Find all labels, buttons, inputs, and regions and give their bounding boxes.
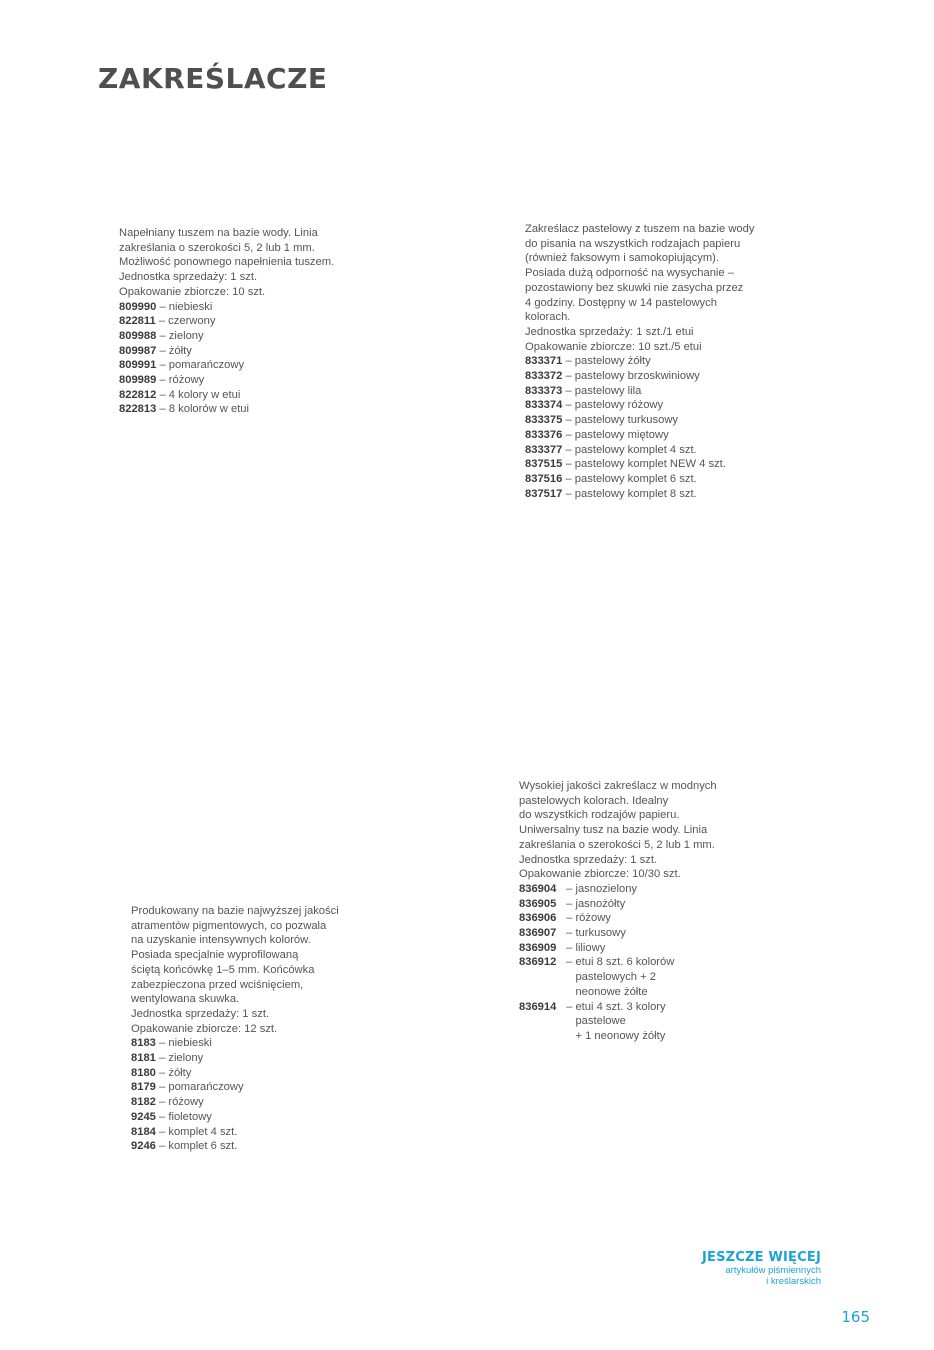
product-code: 836907 — [519, 927, 557, 940]
product-code: 836905 — [519, 897, 557, 910]
product-description: Produkowany na bazie najwyższej jakości atramentów pigmentowych, co pozwala na uzyskanie intensywnych kolorów. Posiada specjalnie wyprofilowaną ściętą końcówkę 1–5 mm. Końcówka zabezpieczona przed wciśnięciem, wentylowana skuwka. Jednostka sprzedaży: 1 szt. Opakowanie zbiorcze: 12 szt. — [131, 905, 339, 1035]
product-code-item: 8179 – pomarańczowy — [131, 1081, 244, 1094]
product-code-item: 833376 – pastelowy miętowy — [525, 428, 669, 441]
product-block-pastel — [525, 222, 785, 501]
product-code: 809990 — [119, 300, 157, 313]
product-block-refillable — [119, 226, 379, 417]
product-code: 833372 — [525, 370, 563, 383]
product-code-item: 837515 – pastelowy komplet NEW 4 szt. — [525, 458, 726, 471]
product-variant-label: komplet 6 szt. — [168, 1140, 238, 1153]
product-code-list — [519, 882, 749, 1044]
more-title: JESZCZE WIĘCEJ — [702, 1250, 821, 1265]
product-code: 837515 — [525, 458, 563, 471]
product-code: 8184 — [131, 1125, 156, 1138]
product-variant-label: 4 kolory w etui — [168, 388, 241, 401]
product-code-list — [525, 354, 785, 501]
product-code: 836906 — [519, 912, 557, 925]
product-variant-label: turkusowy — [575, 927, 626, 940]
product-code-item: 837516 – pastelowy komplet 6 szt. — [525, 472, 697, 485]
product-variant-label: 8 kolorów w etui — [168, 403, 250, 416]
product-block-pastel-premium — [519, 779, 749, 1044]
product-variant-label: liliowy — [575, 941, 606, 954]
product-code-item: 809991 – pomarańczowy — [119, 359, 245, 372]
product-variant-label: pastelowy miętowy — [574, 428, 669, 441]
product-variant-label: żółty — [168, 1066, 192, 1079]
product-variant-label: pastelowy lila — [574, 384, 642, 397]
product-variant-label: fioletowy — [168, 1110, 212, 1123]
product-description: Napełniany tuszem na bazie wody. Linia zakreślania o szerokości 5, 2 lub 1 mm. Możliwość ponownego napełnienia tuszem. Jednostka sprzedaży: 1 szt. Opakowanie zbiorcze: 10 szt. — [119, 227, 335, 298]
more-products-callout — [702, 1250, 821, 1287]
product-code: 833375 — [525, 414, 563, 427]
product-variant-label: różowy — [168, 1096, 204, 1109]
product-variant-label: pomarańczowy — [168, 1081, 244, 1094]
product-variant-label: pastelowy brzoskwiniowy — [574, 370, 700, 383]
product-variant-label: niebieski — [168, 300, 213, 313]
product-code: 8180 — [131, 1066, 156, 1079]
product-variant-label: jasnożółty — [575, 897, 626, 910]
product-code-item: 833371 – pastelowy żółty — [525, 355, 651, 368]
product-code-item: 809989 – różowy — [119, 374, 205, 387]
product-code: 837516 — [525, 472, 563, 485]
product-code: 8182 — [131, 1096, 156, 1109]
product-variant-label: etui 4 szt. 3 kolory pastelowe + 1 neonowy żółty — [575, 1000, 666, 1042]
product-variant-label: pomarańczowy — [168, 359, 245, 372]
product-code-item: 822813 – 8 kolorów w etui — [119, 403, 250, 416]
product-code: 9246 — [131, 1140, 156, 1153]
product-code: 822813 — [119, 403, 157, 416]
product-variant-label: etui 8 szt. 6 kolorów pastelowych + 2 neonowe żółte — [575, 956, 675, 998]
product-variant-label: pastelowy różowy — [574, 399, 664, 412]
product-code: 836904 — [519, 882, 557, 895]
product-code: 833371 — [525, 355, 563, 368]
product-code-item: 833372 – pastelowy brzoskwiniowy — [525, 370, 700, 383]
product-code-item: 8183 – niebieski — [131, 1037, 212, 1050]
product-variant-label: zielony — [168, 1052, 204, 1065]
product-code: 9245 — [131, 1110, 156, 1123]
product-code-item: 836909 – liliowy — [519, 941, 606, 954]
product-variant-label: różowy — [168, 374, 205, 387]
product-variant-label: czerwony — [168, 315, 216, 328]
product-code-item: 833375 – pastelowy turkusowy — [525, 414, 679, 427]
product-code: 809991 — [119, 359, 157, 372]
product-code: 8181 — [131, 1052, 156, 1065]
product-code-item: 837517 – pastelowy komplet 8 szt. — [525, 487, 697, 500]
product-code-item: 8180 – żółty — [131, 1066, 192, 1079]
more-subtitle: artykułów piśmiennych i kreślarskich — [725, 1265, 821, 1287]
product-code: 809988 — [119, 329, 157, 342]
product-code: 833373 — [525, 384, 563, 397]
product-code-list — [131, 1036, 371, 1154]
product-code-item: 836912 – etui 8 szt. 6 kolorów pastelowych + 2 neonowe żółte — [519, 956, 675, 998]
product-variant-label: pastelowy komplet NEW 4 szt. — [574, 458, 726, 471]
product-code-item: 8184 – komplet 4 szt. — [131, 1125, 238, 1138]
product-code: 833374 — [525, 399, 563, 412]
product-variant-label: różowy — [575, 912, 611, 925]
product-code: 833376 — [525, 428, 563, 441]
product-code-item: 836906 – różowy — [519, 912, 611, 925]
product-code: 8179 — [131, 1081, 156, 1094]
product-code: 837517 — [525, 487, 563, 500]
product-code-item: 822811 – czerwony — [119, 315, 216, 328]
product-variant-label: pastelowy komplet 6 szt. — [574, 472, 697, 485]
product-code-item: 8181 – zielony — [131, 1052, 204, 1065]
product-code: 809987 — [119, 344, 157, 357]
product-code-item: 822812 – 4 kolory w etui — [119, 388, 241, 401]
product-code-item: 833374 – pastelowy różowy — [525, 399, 664, 412]
product-variant-label: pastelowy komplet 8 szt. — [574, 487, 697, 500]
product-code-item: 809990 – niebieski — [119, 300, 213, 313]
product-block-pigment — [131, 904, 371, 1154]
product-code: 822812 — [119, 388, 157, 401]
product-variant-label: zielony — [168, 329, 204, 342]
product-code-item: 833373 – pastelowy lila — [525, 384, 642, 397]
product-variant-label: jasnozielony — [575, 882, 638, 895]
product-code: 836909 — [519, 941, 557, 954]
product-code: 836914 — [519, 1000, 557, 1013]
product-variant-label: żółty — [168, 344, 192, 357]
page-title: ZAKREŚLACZE — [98, 62, 328, 95]
product-code-item: 809988 – zielony — [119, 329, 204, 342]
product-description: Wysokiej jakości zakreślacz w modnych pastelowych kolorach. Idealny do wszystkich rodzajów papieru. Uniwersalny tusz na bazie wody. Linia zakreślania o szerokości 5, 2 lub 1 mm. Jednostka sprzedaży: 1 szt. Opakowanie zbiorcze: 10/30 szt. — [519, 780, 717, 881]
product-variant-label: pastelowy żółty — [574, 355, 651, 368]
product-variant-label: komplet 4 szt. — [168, 1125, 238, 1138]
product-code-item: 9246 – komplet 6 szt. — [131, 1140, 238, 1153]
product-variant-label: pastelowy turkusowy — [574, 414, 679, 427]
product-description: Zakreślacz pastelowy z tuszem na bazie wody do pisania na wszystkich rodzajach papieru (również faksowym i samokopiującym). Posiada dużą odporność na wysychanie – pozostawiony bez skuwki nie zasycha przez 4 godziny. Dostępny w 14 pastelowych kolorach. Jednostka sprzedaży: 1 szt./1 etui Opakowanie zbiorcze: 10 szt./5 etui — [525, 223, 755, 353]
product-code-item: 836905 – jasnożółty — [519, 897, 626, 910]
product-code-item: 8182 – różowy — [131, 1096, 204, 1109]
product-code-item: 836907 – turkusowy — [519, 927, 626, 940]
product-code-item: 833377 – pastelowy komplet 4 szt. — [525, 443, 697, 456]
product-code: 833377 — [525, 443, 563, 456]
product-code: 836912 — [519, 956, 557, 969]
page-number: 165 — [841, 1308, 870, 1326]
product-variant-label: pastelowy komplet 4 szt. — [574, 443, 697, 456]
product-variant-label: niebieski — [168, 1037, 212, 1050]
product-code: 8183 — [131, 1037, 156, 1050]
product-code-item: 809987 – żółty — [119, 344, 192, 357]
product-code-item: 836914 – etui 4 szt. 3 kolory pastelowe + 1 neonowy żółty — [519, 1000, 666, 1042]
product-code-item: 9245 – fioletowy — [131, 1110, 212, 1123]
product-code: 809989 — [119, 374, 157, 387]
product-code-item: 836904 – jasnozielony — [519, 882, 638, 895]
product-code-list — [119, 300, 379, 418]
product-code: 822811 — [119, 315, 156, 328]
